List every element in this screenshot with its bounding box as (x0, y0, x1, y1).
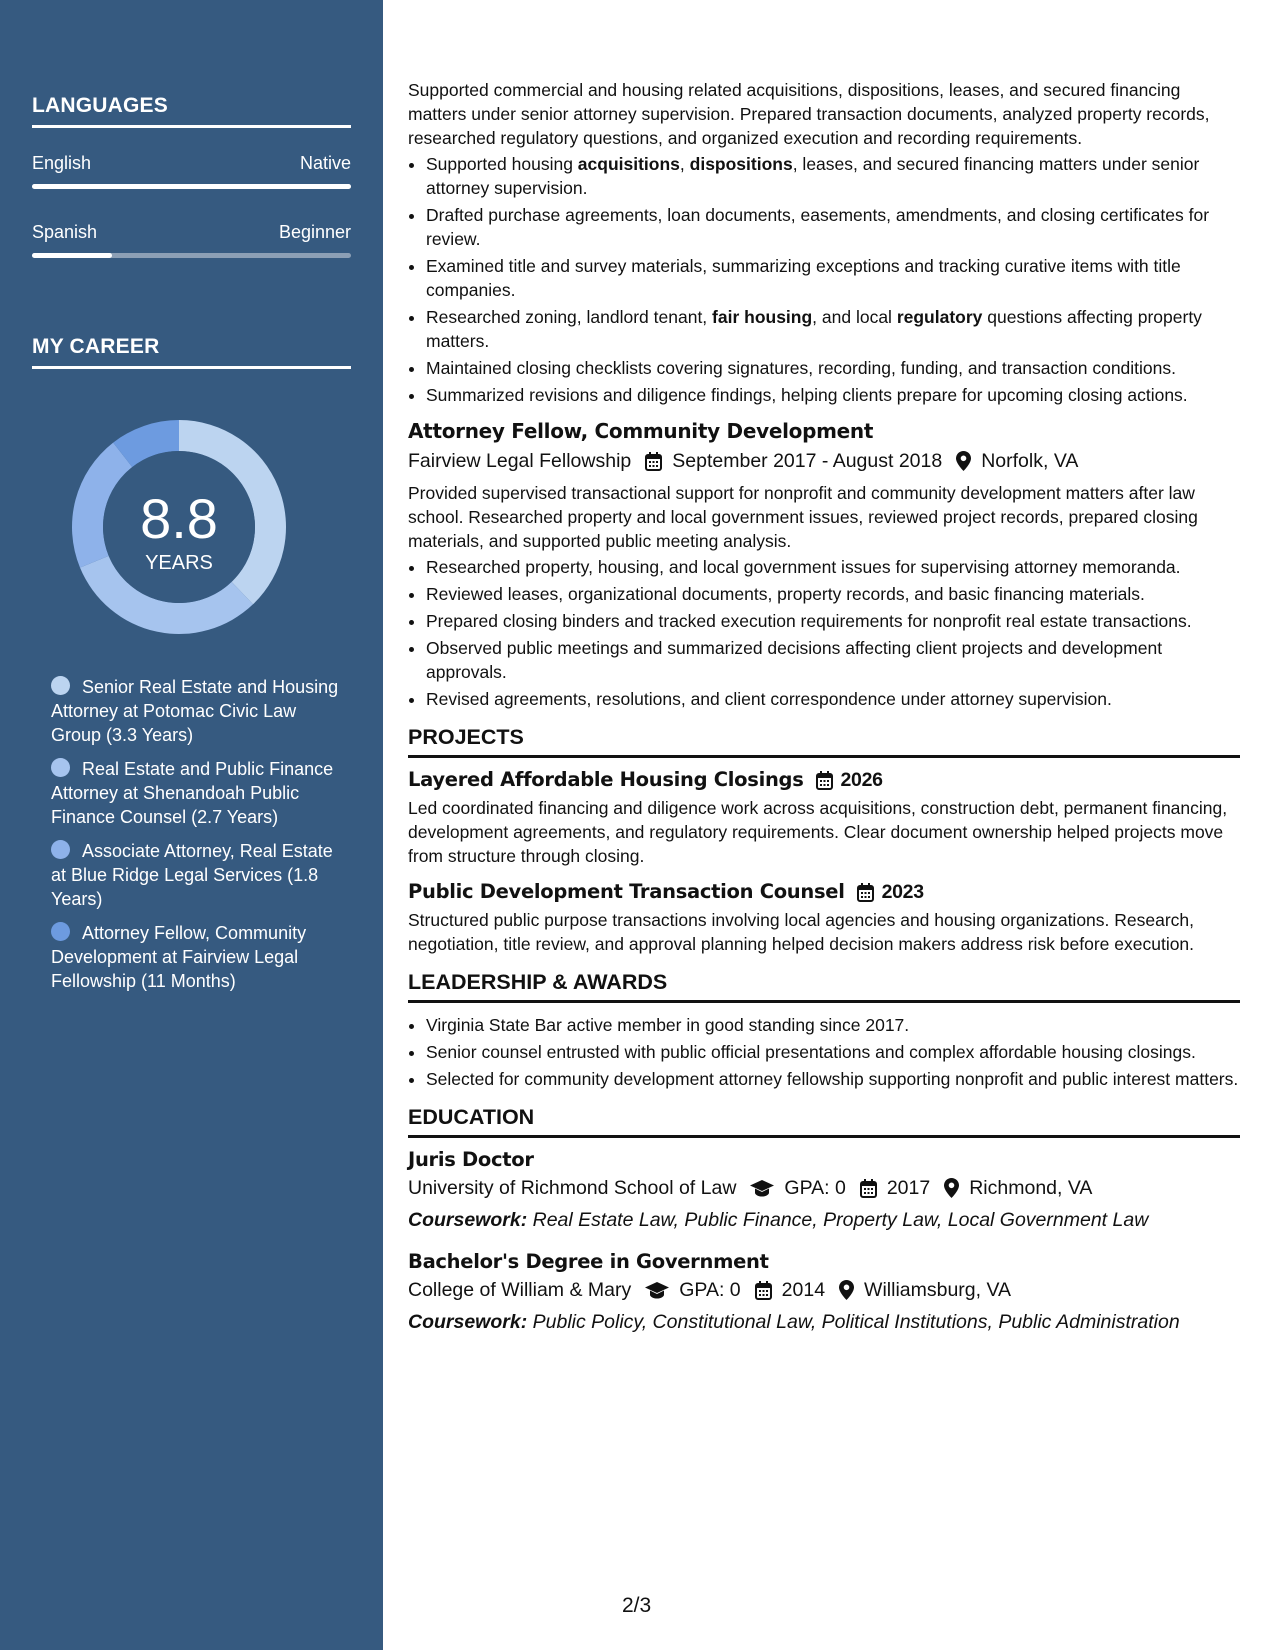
project-description: Structured public purpose transactions involving local agencies and housing organizations. Research, negotiation, title review, and approval planning helped decision makers address risk before execution. (408, 910, 1195, 954)
coursework (408, 1310, 1240, 1334)
job-dates: September 2017 - August 2018 (672, 450, 943, 472)
language-level: Native (299, 153, 351, 173)
school-name: University of Richmond School of Law (408, 1177, 737, 1199)
bullet-item (426, 152, 1240, 200)
bullet-item (426, 383, 1240, 407)
bullet-text: questions affecting property matters. (426, 307, 1202, 351)
career-item-text: Senior Real Estate and Housing Attorney at Potomac Civic Law Group (3.3 Years) (51, 677, 339, 745)
career-dot-icon (51, 922, 70, 941)
bullet-item (426, 356, 1240, 380)
career-item (51, 675, 341, 747)
bullet-item: • Revised agreements, resolutions, and client correspondence under attorney supervision. (426, 687, 1240, 711)
coursework (408, 1208, 1240, 1232)
education-meta (408, 1176, 1240, 1200)
calendar-icon (860, 1179, 877, 1198)
language-level: Beginner (278, 222, 351, 242)
leadership-title: LEADERSHIP & AWARDS (408, 970, 668, 994)
bullet-item (426, 254, 1240, 302)
career-dot-icon (51, 758, 70, 777)
project-description: Led coordinated financing and diligence work across acquisitions, construction debt, permanent financing, development agreements, and regulatory requirements. Clear document ownership helped projects move from structure through closing. (408, 798, 1228, 866)
career-rule (32, 366, 351, 369)
bullet-text: Maintained closing checklists covering signatures, recording, funding, and transaction conditions. (426, 358, 1177, 378)
leadership-rule (408, 1000, 1240, 1003)
language-bar-fill (32, 253, 112, 258)
coursework-list: Public Policy, Constitutional Law, Political Institutions, Public Administration (532, 1311, 1180, 1333)
projects-title: PROJECTS (408, 725, 524, 749)
language-row (32, 222, 351, 243)
school-location: Richmond, VA (969, 1177, 1093, 1199)
project-year: 2026 (840, 769, 883, 791)
school-name: College of William & Mary (408, 1279, 632, 1301)
graduation-cap-icon (750, 1180, 774, 1197)
coursework-list: Real Estate Law, Public Finance, Property Law, Local Government Law (532, 1209, 1149, 1231)
coursework-label: Coursework: (408, 1311, 528, 1333)
project-title-row (408, 880, 1240, 904)
job-location: Norfolk, VA (981, 450, 1079, 472)
experience-summary: Supported commercial and housing related acquisitions, dispositions, leases, and secured financing matters under senior attorney supervision. Prepared transaction documents, analyzed property records, researched regulatory questions, and organized execution and recording requirements. (408, 80, 1210, 148)
languages-title: LANGUAGES (32, 94, 168, 117)
career-list (51, 675, 341, 1003)
bullet-text: Supported housing (426, 154, 578, 174)
education-title: EDUCATION (408, 1105, 535, 1129)
bullet-text: , (679, 154, 690, 174)
career-item (51, 757, 341, 829)
bullet-text: Drafted purchase agreements, loan documents, easements, amendments, and closing certificates for review. (426, 205, 1210, 249)
career-item (51, 921, 341, 993)
degree-title: Juris Doctor (408, 1148, 534, 1171)
project-title-row (408, 768, 1240, 792)
project-year: 2023 (881, 881, 924, 903)
degree-title: Bachelor's Degree in Government (408, 1250, 769, 1273)
school-location: Williamsburg, VA (864, 1279, 1012, 1301)
calendar-icon (755, 1281, 772, 1300)
career-title: MY CAREER (32, 335, 160, 358)
bullet-item: • Virginia State Bar active member in good standing since 2017. (426, 1013, 1240, 1037)
language-row (32, 153, 351, 174)
job-title: Attorney Fellow, Community Development (408, 419, 874, 443)
graduation-year: 2017 (886, 1177, 931, 1199)
bullet-text: Summarized revisions and diligence findings, helping clients prepare for upcoming closing actions. (426, 385, 1188, 405)
bullet-item: • Observed public meetings and summarized decisions affecting client projects and development approvals. (426, 636, 1240, 684)
page-number: 2/3 (622, 1594, 652, 1617)
education-rule (408, 1135, 1240, 1138)
bullet-item: • Reviewed leases, organizational documents, property records, and basic financing materials. (426, 582, 1240, 606)
career-item-text: Associate Attorney, Real Estate at Blue Ridge Legal Services (1.8 Years) (51, 841, 333, 909)
job-meta (408, 449, 1240, 473)
leadership-bullets (408, 1013, 1240, 1091)
language-bar (32, 184, 351, 189)
language-bar-fill (32, 184, 351, 189)
career-item-text: Real Estate and Public Finance Attorney at Shenandoah Public Finance Counsel (2.7 Years) (51, 759, 334, 827)
job-bullets (408, 555, 1240, 711)
bullet-bold: fair housing (712, 307, 813, 327)
job-summary: Provided supervised transactional support for nonprofit and community development matters after law school. Researched property and local government issues, reviewed project records, prepared closing materials, and supported public meeting analysis. (408, 483, 1198, 551)
job-company: Fairview Legal Fellowship (408, 450, 632, 472)
career-item (51, 839, 341, 911)
coursework-label: Coursework: (408, 1209, 528, 1231)
main-content (408, 78, 1240, 1352)
career-total-value: 8.8 (140, 487, 218, 550)
bullet-bold: regulatory (896, 307, 983, 327)
calendar-icon (645, 452, 662, 471)
bullet-text: , and local (812, 307, 897, 327)
donut-svg (66, 414, 292, 640)
location-pin-icon (839, 1280, 854, 1300)
bullet-bold: dispositions (689, 154, 793, 174)
career-item-text: Attorney Fellow, Community Development at Fairview Legal Fellowship (11 Months) (51, 923, 307, 991)
career-total-unit: YEARS (145, 552, 213, 574)
graduation-cap-icon (645, 1282, 669, 1299)
education-meta (408, 1278, 1240, 1302)
bullet-item: • Prepared closing binders and tracked execution requirements for nonprofit real estate transactions. (426, 609, 1240, 633)
experience-bullets (408, 152, 1240, 407)
bullet-item: • Selected for community development attorney fellowship supporting nonprofit and public interest matters. (426, 1067, 1240, 1091)
career-donut-chart (66, 414, 292, 640)
bullet-item: • Researched property, housing, and local government issues for supervising attorney memoranda. (426, 555, 1240, 579)
project-title: Public Development Transaction Counsel (408, 880, 845, 903)
location-pin-icon (944, 1178, 959, 1198)
bullet-text: Researched zoning, landlord tenant, (426, 307, 713, 327)
gpa: GPA: 0 (679, 1279, 741, 1301)
bullet-item (426, 203, 1240, 251)
bullet-item: • Senior counsel entrusted with public official presentations and complex affordable housing closings. (426, 1040, 1240, 1064)
bullet-bold: acquisitions (577, 154, 680, 174)
sidebar (0, 0, 383, 1650)
calendar-icon (857, 883, 874, 902)
gpa: GPA: 0 (784, 1177, 846, 1199)
project-title: Layered Affordable Housing Closings (408, 768, 804, 791)
bullet-text: Examined title and survey materials, summarizing exceptions and tracking curative items with title companies. (426, 256, 1181, 300)
graduation-year: 2014 (781, 1279, 826, 1301)
language-name: English (32, 153, 92, 173)
career-dot-icon (51, 840, 70, 859)
location-pin-icon (956, 451, 971, 471)
language-name: Spanish (32, 222, 98, 242)
career-dot-icon (51, 676, 70, 695)
bullet-item (426, 305, 1240, 353)
calendar-icon (816, 771, 833, 790)
languages-rule (32, 125, 351, 128)
bullet-text: , leases, and secured financing matters under senior attorney supervision. (426, 154, 1200, 198)
language-bar (32, 253, 351, 258)
projects-rule (408, 755, 1240, 758)
